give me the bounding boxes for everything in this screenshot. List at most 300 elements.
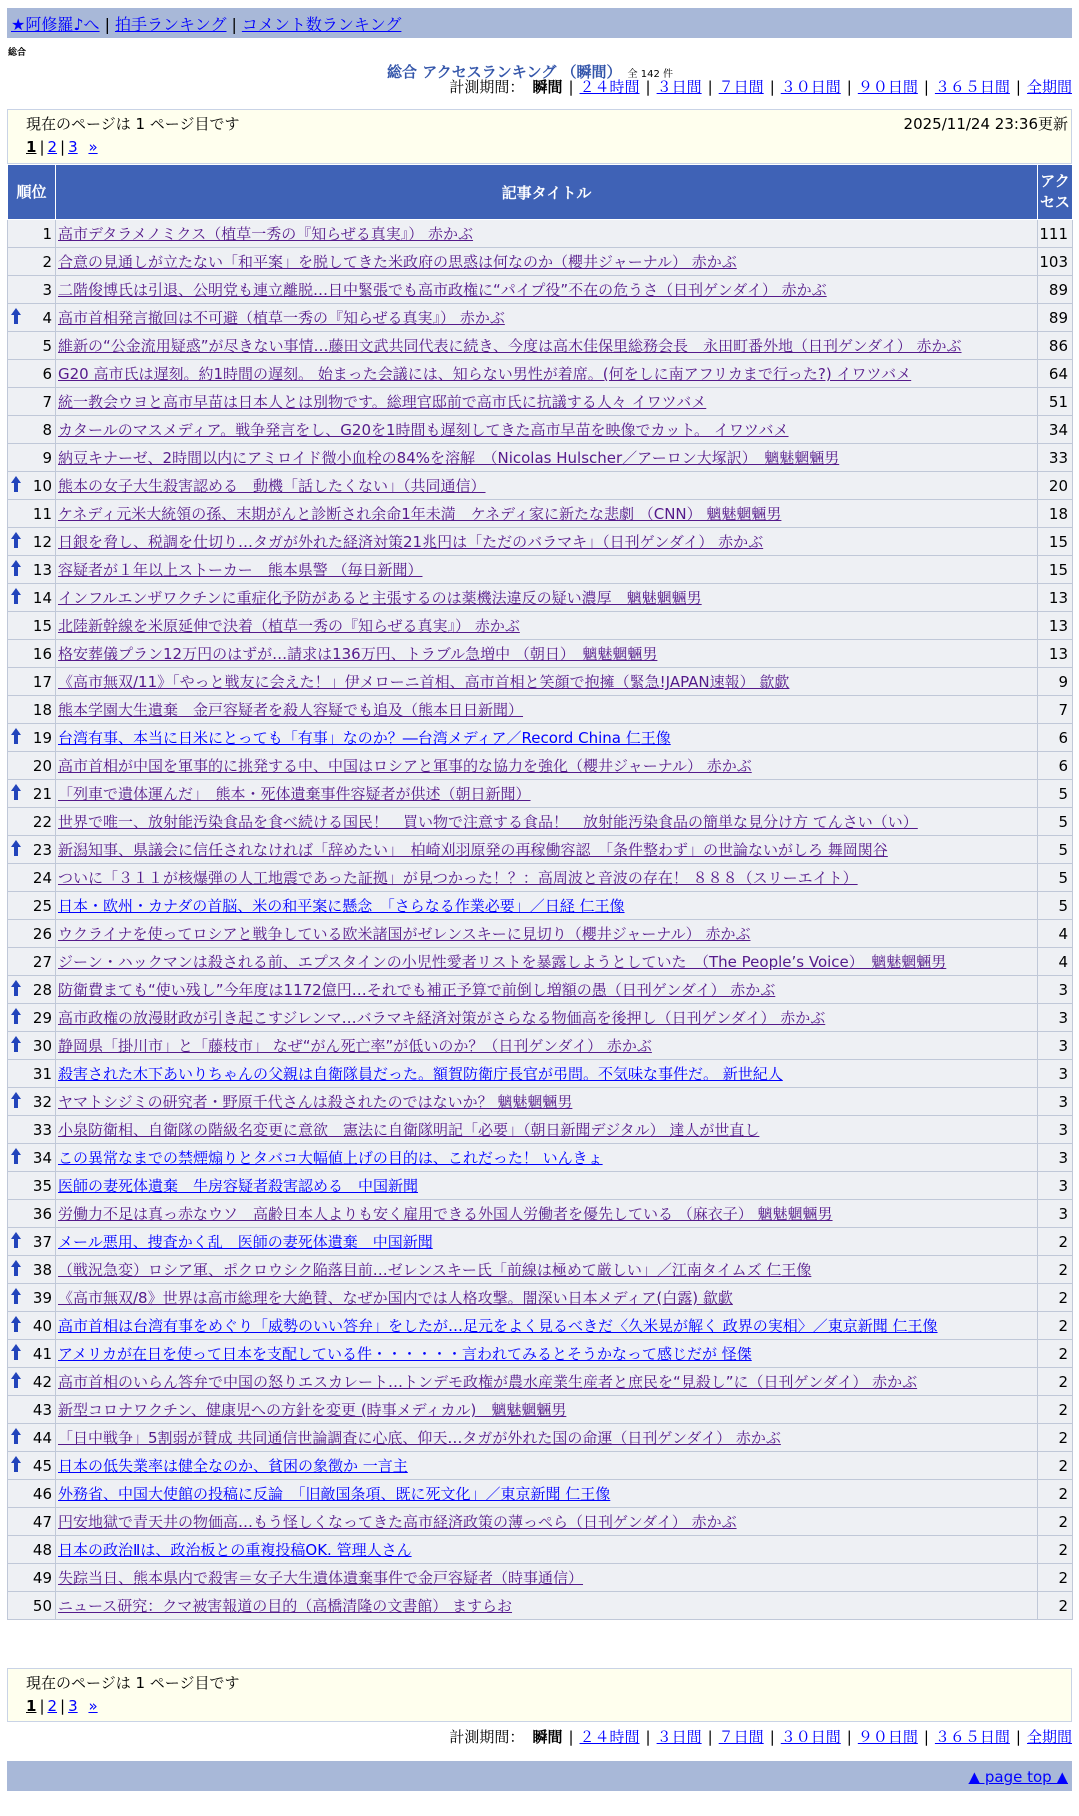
title-cell bbox=[56, 668, 1038, 696]
rank-up-arrow-icon bbox=[11, 1344, 21, 1360]
rank-number: 34 bbox=[32, 1148, 52, 1167]
rank-cell bbox=[8, 556, 56, 584]
period-selector-top: 計測期間： 瞬間 | ２４時間 | ３日間 | ７日間 | ３０日間 | ９０日間 | ３６５日間 | 全期間 bbox=[449, 78, 1072, 96]
rank-number: 7 bbox=[42, 392, 52, 411]
access-header: アクセス bbox=[1038, 165, 1073, 220]
rank-number: 5 bbox=[42, 336, 52, 355]
access-count: 111 bbox=[1038, 220, 1073, 248]
article-title-link[interactable]: カタールのマスメディア。戦争発言をし、G20を1時間も遅刻してきた高市早苗を映像でカット。 イワツバメ bbox=[58, 421, 789, 439]
rank-number: 49 bbox=[32, 1568, 52, 1587]
article-title-link[interactable]: 高市デタラメノミクス（植草一秀の『知らぜる真実』） 赤かぶ bbox=[58, 225, 474, 243]
article-title-link[interactable]: 新潟知事、県議会に信任されなければ「辞めたい」 柏崎刈羽原発の再稼働容認 「条件整わず」の世論ないがしろ 舞岡関谷 bbox=[58, 841, 888, 859]
period-24h-link[interactable]: ２４時間 bbox=[579, 1728, 640, 1746]
article-title-link[interactable]: 「日中戦争」5割弱が賛成 共同通信世論調査に心底、仰天…タガが外れた国の命運（日刊ゲンダイ） 赤かぶ bbox=[58, 1429, 781, 1447]
rank-number: 13 bbox=[32, 560, 52, 579]
table-row bbox=[8, 500, 1073, 528]
title-cell bbox=[56, 1032, 1038, 1060]
access-count: 15 bbox=[1038, 528, 1073, 556]
current-page-text: 現在のページは 1 ページ目です bbox=[26, 1674, 240, 1692]
rank-number: 3 bbox=[42, 280, 52, 299]
rank-number: 30 bbox=[32, 1036, 52, 1055]
article-title-link[interactable]: 労働力不足は真っ赤なウソ 高齢日本人よりも安く雇用できる外国人労働者を優先している （麻衣子） 魑魅魍魎男 bbox=[58, 1205, 833, 1223]
rank-cell bbox=[8, 528, 56, 556]
rank-cell bbox=[8, 1452, 56, 1480]
title-cell bbox=[56, 1564, 1038, 1592]
article-title-link[interactable]: 《高市無双/11》「やっと戦友に会えた！」伊メローニ首相、高市首相と笑顔で抱擁（緊急!JAPAN速報） 歙歔 bbox=[58, 673, 790, 691]
rank-number: 46 bbox=[32, 1484, 52, 1503]
rank-number: 26 bbox=[32, 924, 52, 943]
rank-number: 12 bbox=[32, 532, 52, 551]
title-cell bbox=[56, 1004, 1038, 1032]
rank-up-arrow-icon bbox=[11, 1008, 21, 1024]
rank-number: 41 bbox=[32, 1344, 52, 1363]
rank-cell bbox=[8, 304, 56, 332]
rank-number: 43 bbox=[32, 1400, 52, 1419]
table-row bbox=[8, 1060, 1073, 1088]
rank-cell bbox=[8, 696, 56, 724]
title-cell bbox=[56, 1284, 1038, 1312]
article-title-link[interactable]: （戦況急変）ロシア軍、ポクロウシク陥落目前…ゼレンスキー氏「前線は極めて厳しい」／江南タイムズ 仁王像 bbox=[58, 1261, 812, 1279]
rank-up-arrow-icon bbox=[11, 1148, 21, 1164]
access-count: 51 bbox=[1038, 388, 1073, 416]
article-title-link[interactable]: 防衛費まても“使い残し”今年度は1172億円…それでも補正予算で前倒し増額の愚（日刊ゲンダイ） 赤かぶ bbox=[58, 981, 776, 999]
article-title-link[interactable]: 高市首相のいらん答弁で中国の怒りエスカレート…トンデモ政権が農水産業生産者と庶民を“見殺し”に（日刊ゲンダイ） 赤かぶ bbox=[58, 1373, 918, 1391]
rank-number: 32 bbox=[32, 1092, 52, 1111]
table-row bbox=[8, 1032, 1073, 1060]
access-count: 3 bbox=[1038, 1144, 1073, 1172]
page-2-link[interactable]: 2 bbox=[47, 1697, 58, 1715]
article-title-link[interactable]: 日銀を脅し、税調を仕切り…タガが外れた経済対策21兆円は「ただのバラマキ」（日刊ゲンダイ） 赤かぶ bbox=[58, 533, 764, 551]
current-page-text: 現在のページは 1 ページ目です bbox=[26, 115, 240, 133]
rank-cell bbox=[8, 836, 56, 864]
access-count: 5 bbox=[1038, 892, 1073, 920]
rank-number: 39 bbox=[32, 1288, 52, 1307]
access-count: 103 bbox=[1038, 248, 1073, 276]
article-title-link[interactable]: 合意の見通しが立たない「和平案」を脱してきた米政府の思惑は何なのか（櫻井ジャーナル） 赤かぶ bbox=[58, 253, 737, 271]
article-title-link[interactable]: アメリカが在日を使って日本を支配している件・・・・・・言われてみるとそうかなって感じだが 怪傑 bbox=[58, 1345, 752, 1363]
access-count: 5 bbox=[1038, 836, 1073, 864]
table-row bbox=[8, 948, 1073, 976]
period-7d-link[interactable]: ７日間 bbox=[718, 1728, 764, 1746]
title-cell bbox=[56, 976, 1038, 1004]
title-cell bbox=[56, 780, 1038, 808]
rank-cell bbox=[8, 388, 56, 416]
title-cell bbox=[56, 444, 1038, 472]
page-top-link[interactable]: ▲ page top ▲ bbox=[968, 1768, 1068, 1786]
title-cell bbox=[56, 892, 1038, 920]
access-count: 2 bbox=[1038, 1340, 1073, 1368]
rank-cell bbox=[8, 1200, 56, 1228]
rank-number: 47 bbox=[32, 1512, 52, 1531]
article-title-link[interactable]: 《高市無双/8》世界は高市総理を大絶賛、なぜか国内では人格攻撃。闇深い日本メディア(白露) 歙歔 bbox=[58, 1289, 733, 1307]
rank-cell bbox=[8, 752, 56, 780]
table-row bbox=[8, 472, 1073, 500]
table-row bbox=[8, 1144, 1073, 1172]
rank-cell bbox=[8, 1228, 56, 1256]
article-title-link[interactable]: ついに「３１１が核爆弾の人工地震であった証拠」が見つかった！？：高周波と音波の存在！ ８８８（スリーエイト） bbox=[58, 869, 858, 887]
access-count: 3 bbox=[1038, 1116, 1073, 1144]
title-cell bbox=[56, 1256, 1038, 1284]
article-title-link[interactable]: 静岡県「掛川市」と「藤枝市」 なぜ“がん死亡率”が低いのか？（日刊ゲンダイ） 赤かぶ bbox=[58, 1037, 652, 1055]
access-count: 2 bbox=[1038, 1228, 1073, 1256]
period-90d-link[interactable]: ９０日間 bbox=[857, 78, 918, 96]
page-info-bottom bbox=[7, 1668, 1072, 1722]
period-90d-link[interactable]: ９０日間 bbox=[857, 1728, 918, 1746]
rank-cell bbox=[8, 1144, 56, 1172]
access-count: 3 bbox=[1038, 1004, 1073, 1032]
rank-up-arrow-icon bbox=[11, 1288, 21, 1304]
rank-up-arrow-icon bbox=[11, 560, 21, 576]
title-cell bbox=[56, 584, 1038, 612]
access-count: 7 bbox=[1038, 696, 1073, 724]
title-cell bbox=[56, 836, 1038, 864]
title-cell bbox=[56, 1200, 1038, 1228]
rank-number: 1 bbox=[42, 224, 52, 243]
period-30d-link[interactable]: ３０日間 bbox=[780, 1728, 841, 1746]
access-count: 2 bbox=[1038, 1452, 1073, 1480]
article-title-link[interactable]: ジーン・ハックマンは殺される前、エプスタインの小児性愛者リストを暴露しようとしていた （The People’s Voice） 魑魅魍魎男 bbox=[58, 953, 947, 971]
table-row bbox=[8, 752, 1073, 780]
period-30d-link[interactable]: ３０日間 bbox=[780, 78, 841, 96]
access-count: 3 bbox=[1038, 1172, 1073, 1200]
rank-cell bbox=[8, 1256, 56, 1284]
ranking-body bbox=[8, 220, 1073, 1620]
article-title-link[interactable]: 納豆キナーゼ、2時間以内にアミロイド微小血栓の84%を溶解 （Nicolas Hulscher／アーロン大塚訳） 魑魅魍魎男 bbox=[58, 449, 840, 467]
article-title-link[interactable]: 世界で唯一、放射能汚染食品を食べ続ける国民！ 買い物で注意する食品！ 放射能汚染食品の簡単な見分け方 てんさい（い） bbox=[58, 813, 918, 831]
title-cell bbox=[56, 724, 1038, 752]
rank-up-arrow-icon bbox=[11, 588, 21, 604]
rank-header: 順位 bbox=[8, 165, 56, 220]
article-title-link[interactable]: 統一教会ウヨと高市早苗は日本人とは別物です。総理官邸前で高市氏に抗議する人々 イワツバメ bbox=[58, 393, 707, 411]
article-title-link[interactable]: ケネディ元米大統領の孫、末期がんと診断され余命1年未満 ケネディ家に新たな悲劇 （CNN） 魑魅魍魎男 bbox=[58, 505, 782, 523]
table-row bbox=[8, 1480, 1073, 1508]
access-count: 15 bbox=[1038, 556, 1073, 584]
access-count: 33 bbox=[1038, 444, 1073, 472]
table-row bbox=[8, 1340, 1073, 1368]
article-title-link[interactable]: 小泉防衛相、自衛隊の階級名変更に意欲 憲法に自衛隊明記「必要」（朝日新聞デジタル） 達人が世直し bbox=[58, 1121, 760, 1139]
article-title-link[interactable]: 日本の低失業率は健全なのか、貧困の象徴か 一言主 bbox=[58, 1457, 408, 1475]
page-3-link[interactable]: 3 bbox=[68, 1697, 78, 1715]
table-row bbox=[8, 444, 1073, 472]
table-row bbox=[8, 556, 1073, 584]
rank-cell bbox=[8, 612, 56, 640]
article-title-link[interactable]: 日本・欧州・カナダの首脳、米の和平案に懸念 「さらなる作業必要」／日経 仁王像 bbox=[58, 897, 625, 915]
access-count: 3 bbox=[1038, 1032, 1073, 1060]
ranking-table bbox=[7, 164, 1073, 1620]
asyura-home-link[interactable]: ★阿修羅♪へ bbox=[11, 15, 100, 34]
article-title-link[interactable]: ヤマトシジミの研究者・野原千代さんは殺されたのではないか？ 魑魅魍魎男 bbox=[58, 1093, 573, 1111]
article-title-link[interactable]: ウクライナを使ってロシアと戦争している欧米諸国がゼレンスキーに見切り（櫻井ジャーナル） 赤かぶ bbox=[58, 925, 751, 943]
article-title-link[interactable]: メール悪用、捜査かく乱 医師の妻死体遺棄 中国新聞 bbox=[58, 1233, 433, 1251]
article-title-link[interactable]: 高市首相が中国を軍事的に挑発する中、中国はロシアと軍事的な協力を強化（櫻井ジャーナル） 赤かぶ bbox=[58, 757, 752, 775]
rank-up-arrow-icon bbox=[11, 1428, 21, 1444]
rank-cell bbox=[8, 1060, 56, 1088]
title-cell bbox=[56, 1592, 1038, 1620]
table-row bbox=[8, 1592, 1073, 1620]
next-page-link[interactable]: » bbox=[88, 1697, 98, 1715]
table-row bbox=[8, 1452, 1073, 1480]
page-title-text: 総合 アクセスランキング （瞬間） bbox=[387, 63, 622, 81]
period-7d-link[interactable]: ７日間 bbox=[718, 78, 764, 96]
rank-cell bbox=[8, 248, 56, 276]
table-row bbox=[8, 892, 1073, 920]
title-cell bbox=[56, 332, 1038, 360]
title-cell bbox=[56, 1480, 1038, 1508]
rank-cell bbox=[8, 1536, 56, 1564]
page-info-top bbox=[7, 109, 1072, 164]
rank-number: 44 bbox=[32, 1428, 52, 1447]
table-row bbox=[8, 220, 1073, 248]
rank-cell bbox=[8, 220, 56, 248]
rank-number: 33 bbox=[32, 1120, 52, 1139]
rank-number: 48 bbox=[32, 1540, 52, 1559]
access-count: 86 bbox=[1038, 332, 1073, 360]
period-label: 計測期間： bbox=[449, 78, 525, 96]
access-count: 2 bbox=[1038, 1312, 1073, 1340]
article-title-link[interactable]: 高市首相発言撤回は不可避（植草一秀の『知らぜる真実』） 赤かぶ bbox=[58, 309, 505, 327]
rank-number: 27 bbox=[32, 952, 52, 971]
rank-cell bbox=[8, 1340, 56, 1368]
access-count: 13 bbox=[1038, 612, 1073, 640]
table-row bbox=[8, 248, 1073, 276]
rank-number: 31 bbox=[32, 1064, 52, 1083]
access-count: 2 bbox=[1038, 1256, 1073, 1284]
rank-cell bbox=[8, 668, 56, 696]
table-row bbox=[8, 332, 1073, 360]
access-count: 5 bbox=[1038, 780, 1073, 808]
rank-cell bbox=[8, 472, 56, 500]
rank-up-arrow-icon bbox=[11, 728, 21, 744]
article-title-link[interactable]: 熊本の女子大生殺害認める 動機「話したくない」（共同通信） bbox=[58, 477, 486, 495]
title-cell bbox=[56, 640, 1038, 668]
period-365d-link[interactable]: ３６５日間 bbox=[934, 1728, 1010, 1746]
rank-number: 15 bbox=[32, 616, 52, 635]
access-count: 2 bbox=[1038, 1368, 1073, 1396]
rank-cell bbox=[8, 724, 56, 752]
table-row bbox=[8, 864, 1073, 892]
access-count: 3 bbox=[1038, 1088, 1073, 1116]
rank-cell bbox=[8, 500, 56, 528]
rank-up-arrow-icon bbox=[11, 980, 21, 996]
title-cell bbox=[56, 416, 1038, 444]
period-365d-link[interactable]: ３６５日間 bbox=[934, 78, 1010, 96]
rank-cell bbox=[8, 276, 56, 304]
rank-cell bbox=[8, 584, 56, 612]
rank-up-arrow-icon bbox=[11, 1092, 21, 1108]
access-count: 6 bbox=[1038, 724, 1073, 752]
total-count: 全 142 件 bbox=[627, 69, 673, 80]
table-row bbox=[8, 528, 1073, 556]
article-title-link[interactable]: 台湾有事、本当に日米にとっても「有事」なのか？―台湾メディア／Record China 仁王像 bbox=[58, 729, 671, 747]
table-row bbox=[8, 836, 1073, 864]
table-row bbox=[8, 388, 1073, 416]
table-row bbox=[8, 1172, 1073, 1200]
rank-up-arrow-icon bbox=[11, 1260, 21, 1276]
title-cell bbox=[56, 500, 1038, 528]
rank-number: 16 bbox=[32, 644, 52, 663]
page-3-link[interactable]: 3 bbox=[68, 138, 78, 156]
rank-number: 14 bbox=[32, 588, 52, 607]
article-title-link[interactable]: 高市首相は台湾有事をめぐり「威勢のいい答弁」をしたが…足元をよく見るべきだ〈久米晃が解く 政界の実相〉／東京新聞 仁王像 bbox=[58, 1317, 938, 1335]
rank-up-arrow-icon bbox=[11, 308, 21, 324]
access-count: 5 bbox=[1038, 864, 1073, 892]
access-count: 3 bbox=[1038, 1060, 1073, 1088]
article-title-link[interactable]: 失踪当日、熊本県内で殺害＝女子大生遺体遺棄事件で金戸容疑者（時事通信） bbox=[58, 1569, 584, 1587]
top-nav bbox=[7, 8, 1072, 38]
updated-timestamp: 2025/11/24 23:36更新 bbox=[903, 115, 1068, 133]
table-row bbox=[8, 1564, 1073, 1592]
table-row bbox=[8, 1200, 1073, 1228]
rank-number: 4 bbox=[42, 308, 52, 327]
table-row bbox=[8, 1088, 1073, 1116]
next-page-link[interactable]: » bbox=[88, 138, 98, 156]
access-count: 3 bbox=[1038, 1200, 1073, 1228]
rank-up-arrow-icon bbox=[11, 476, 21, 492]
rank-cell bbox=[8, 1116, 56, 1144]
rank-cell bbox=[8, 1312, 56, 1340]
period-all-link[interactable]: 全期間 bbox=[1026, 1728, 1072, 1746]
title-cell bbox=[56, 1340, 1038, 1368]
article-title-link[interactable]: 「列車で遺体運んだ」 熊本・死体遺棄事件容疑者が供述（朝日新聞） bbox=[58, 785, 531, 803]
access-count: 13 bbox=[1038, 584, 1073, 612]
article-title-link[interactable]: 格安葬儀プラン12万円のはずが…請求は136万円、トラブル急増中 （朝日） 魑魅魍魎男 bbox=[58, 645, 658, 663]
rank-cell bbox=[8, 892, 56, 920]
period-current: 瞬間 bbox=[532, 1728, 563, 1746]
rank-number: 18 bbox=[32, 700, 52, 719]
access-count: 4 bbox=[1038, 948, 1073, 976]
table-row bbox=[8, 1284, 1073, 1312]
rank-number: 40 bbox=[32, 1316, 52, 1335]
access-count: 20 bbox=[1038, 472, 1073, 500]
access-count: 9 bbox=[1038, 668, 1073, 696]
pagination-bottom: 1 | 2 | 3 » bbox=[26, 1697, 98, 1715]
title-cell bbox=[56, 1508, 1038, 1536]
access-count: 4 bbox=[1038, 920, 1073, 948]
article-title-link[interactable]: 殺害された木下あいりちゃんの父親は自衛隊員だった。額賀防衛庁長官が弔問。不気味な事件だ。 新世紀人 bbox=[58, 1065, 783, 1083]
rank-cell bbox=[8, 1396, 56, 1424]
rank-up-arrow-icon bbox=[11, 1316, 21, 1332]
rank-up-arrow-icon bbox=[11, 1456, 21, 1472]
comment-ranking-link[interactable]: コメント数ランキング bbox=[241, 15, 402, 34]
title-cell bbox=[56, 360, 1038, 388]
table-row bbox=[8, 1396, 1073, 1424]
rank-number: 19 bbox=[32, 728, 52, 747]
article-title-link[interactable]: 維新の“公金流用疑惑”が尽きない事情…藤田文武共同代表に続き、今度は高木佳保里総務会長 永田町番外地（日刊ゲンダイ） 赤かぶ bbox=[58, 337, 962, 355]
rank-up-arrow-icon bbox=[11, 1232, 21, 1248]
table-row bbox=[8, 1368, 1073, 1396]
period-24h-link[interactable]: ２４時間 bbox=[579, 78, 640, 96]
rank-up-arrow-icon bbox=[11, 784, 21, 800]
applause-ranking-link[interactable]: 拍手ランキング bbox=[114, 15, 227, 34]
article-title-link[interactable]: 円安地獄で青天井の物価高…もう怪しくなってきた高市経済政策の薄っぺら（日刊ゲンダイ） 赤かぶ bbox=[58, 1513, 737, 1531]
table-header-row bbox=[8, 165, 1073, 220]
table-row bbox=[8, 360, 1073, 388]
rank-number: 24 bbox=[32, 868, 52, 887]
rank-cell bbox=[8, 1004, 56, 1032]
rank-number: 42 bbox=[32, 1372, 52, 1391]
title-cell bbox=[56, 696, 1038, 724]
title-header: 記事タイトル bbox=[56, 165, 1038, 220]
article-title-link[interactable]: インフルエンザワクチンに重症化予防があると主張するのは薬機法違反の疑い濃厚 魑魅魍魎男 bbox=[58, 589, 702, 607]
table-row bbox=[8, 668, 1073, 696]
rank-number: 38 bbox=[32, 1260, 52, 1279]
title-cell bbox=[56, 1144, 1038, 1172]
table-row bbox=[8, 696, 1073, 724]
access-count: 5 bbox=[1038, 808, 1073, 836]
title-cell bbox=[56, 1060, 1038, 1088]
access-count: 3 bbox=[1038, 976, 1073, 1004]
rank-up-arrow-icon bbox=[11, 532, 21, 548]
table-row bbox=[8, 808, 1073, 836]
article-title-link[interactable]: 高市政権の放漫財政が引き起こすジレンマ…バラマキ経済対策がさらなる物価高を後押し（日刊ゲンダイ） 赤かぶ bbox=[58, 1009, 826, 1027]
access-count: 89 bbox=[1038, 304, 1073, 332]
rank-number: 36 bbox=[32, 1204, 52, 1223]
category-label: 総合 bbox=[8, 48, 27, 58]
rank-cell bbox=[8, 864, 56, 892]
article-title-link[interactable]: 容疑者が１年以上ストーカー 熊本県警 （毎日新聞） bbox=[58, 561, 423, 579]
table-row bbox=[8, 416, 1073, 444]
table-row bbox=[8, 1312, 1073, 1340]
access-count: 13 bbox=[1038, 640, 1073, 668]
table-row bbox=[8, 1508, 1073, 1536]
table-row bbox=[8, 612, 1073, 640]
title-cell bbox=[56, 920, 1038, 948]
access-count: 2 bbox=[1038, 1564, 1073, 1592]
article-title-link[interactable]: 北陸新幹線を米原延伸で決着（植草一秀の『知らぜる真実』） 赤かぶ bbox=[58, 617, 520, 635]
period-all-link[interactable]: 全期間 bbox=[1026, 78, 1072, 96]
period-3d-link[interactable]: ３日間 bbox=[656, 1728, 702, 1746]
article-title-link[interactable]: ニュース研究：クマ被害報道の目的（高橋清隆の文書館） ますらお bbox=[58, 1597, 513, 1615]
title-cell bbox=[56, 864, 1038, 892]
title-cell bbox=[56, 1312, 1038, 1340]
table-row bbox=[8, 1424, 1073, 1452]
table-row bbox=[8, 1536, 1073, 1564]
table-row bbox=[8, 1004, 1073, 1032]
rank-number: 35 bbox=[32, 1176, 52, 1195]
rank-number: 2 bbox=[42, 252, 52, 271]
title-cell bbox=[56, 808, 1038, 836]
rank-number: 28 bbox=[32, 980, 52, 999]
rank-up-arrow-icon bbox=[11, 1036, 21, 1052]
rank-cell bbox=[8, 1564, 56, 1592]
period-3d-link[interactable]: ３日間 bbox=[656, 78, 702, 96]
article-title-link[interactable]: G20 高市氏は遅刻。約1時間の遅刻。 始まった会議には、知らない男性が着席。(何をしに南アフリカまで行った?) イワツバメ bbox=[58, 365, 912, 383]
rank-cell bbox=[8, 976, 56, 1004]
rank-cell bbox=[8, 640, 56, 668]
access-count: 34 bbox=[1038, 416, 1073, 444]
footer-bar bbox=[7, 1761, 1072, 1791]
article-title-link[interactable]: 医師の妻死体遺棄 牛房容疑者殺害認める 中国新聞 bbox=[58, 1177, 419, 1195]
period-selector-bottom: 計測期間： 瞬間 | ２４時間 | ３日間 | ７日間 | ３０日間 | ９０日間 | ３６５日間 | 全期間 bbox=[449, 1728, 1072, 1746]
article-title-link[interactable]: 日本の政治Ⅱは、政治板との重複投稿OK. 管理人さん bbox=[58, 1541, 412, 1559]
page-2-link[interactable]: 2 bbox=[47, 138, 58, 156]
rank-number: 29 bbox=[32, 1008, 52, 1027]
rank-cell bbox=[8, 1424, 56, 1452]
table-row bbox=[8, 1256, 1073, 1284]
rank-number: 23 bbox=[32, 840, 52, 859]
title-cell bbox=[56, 528, 1038, 556]
article-title-link[interactable]: 新型コロナワクチン、健康児への方針を変更 (時事メディカル) 魑魅魍魎男 bbox=[58, 1401, 567, 1419]
article-title-link[interactable]: 二階俊博氏は引退、公明党も連立離脱…日中緊張でも高市政権に“パイプ役”不在の危うさ（日刊ゲンダイ） 赤かぶ bbox=[58, 281, 827, 299]
article-title-link[interactable]: 外務省、中国大使館の投稿に反論 「旧敵国条項、既に死文化」／東京新聞 仁王像 bbox=[58, 1485, 611, 1503]
article-title-link[interactable]: 熊本学園大生遺棄 金戸容疑者を殺人容疑でも追及（熊本日日新聞） bbox=[58, 701, 524, 719]
rank-number: 45 bbox=[32, 1456, 52, 1475]
rank-cell bbox=[8, 332, 56, 360]
table-row bbox=[8, 584, 1073, 612]
article-title-link[interactable]: この異常なまでの禁煙煽りとタバコ大幅値上げの目的は、これだった！ いんきょ bbox=[58, 1149, 603, 1167]
table-row bbox=[8, 920, 1073, 948]
table-row bbox=[8, 724, 1073, 752]
